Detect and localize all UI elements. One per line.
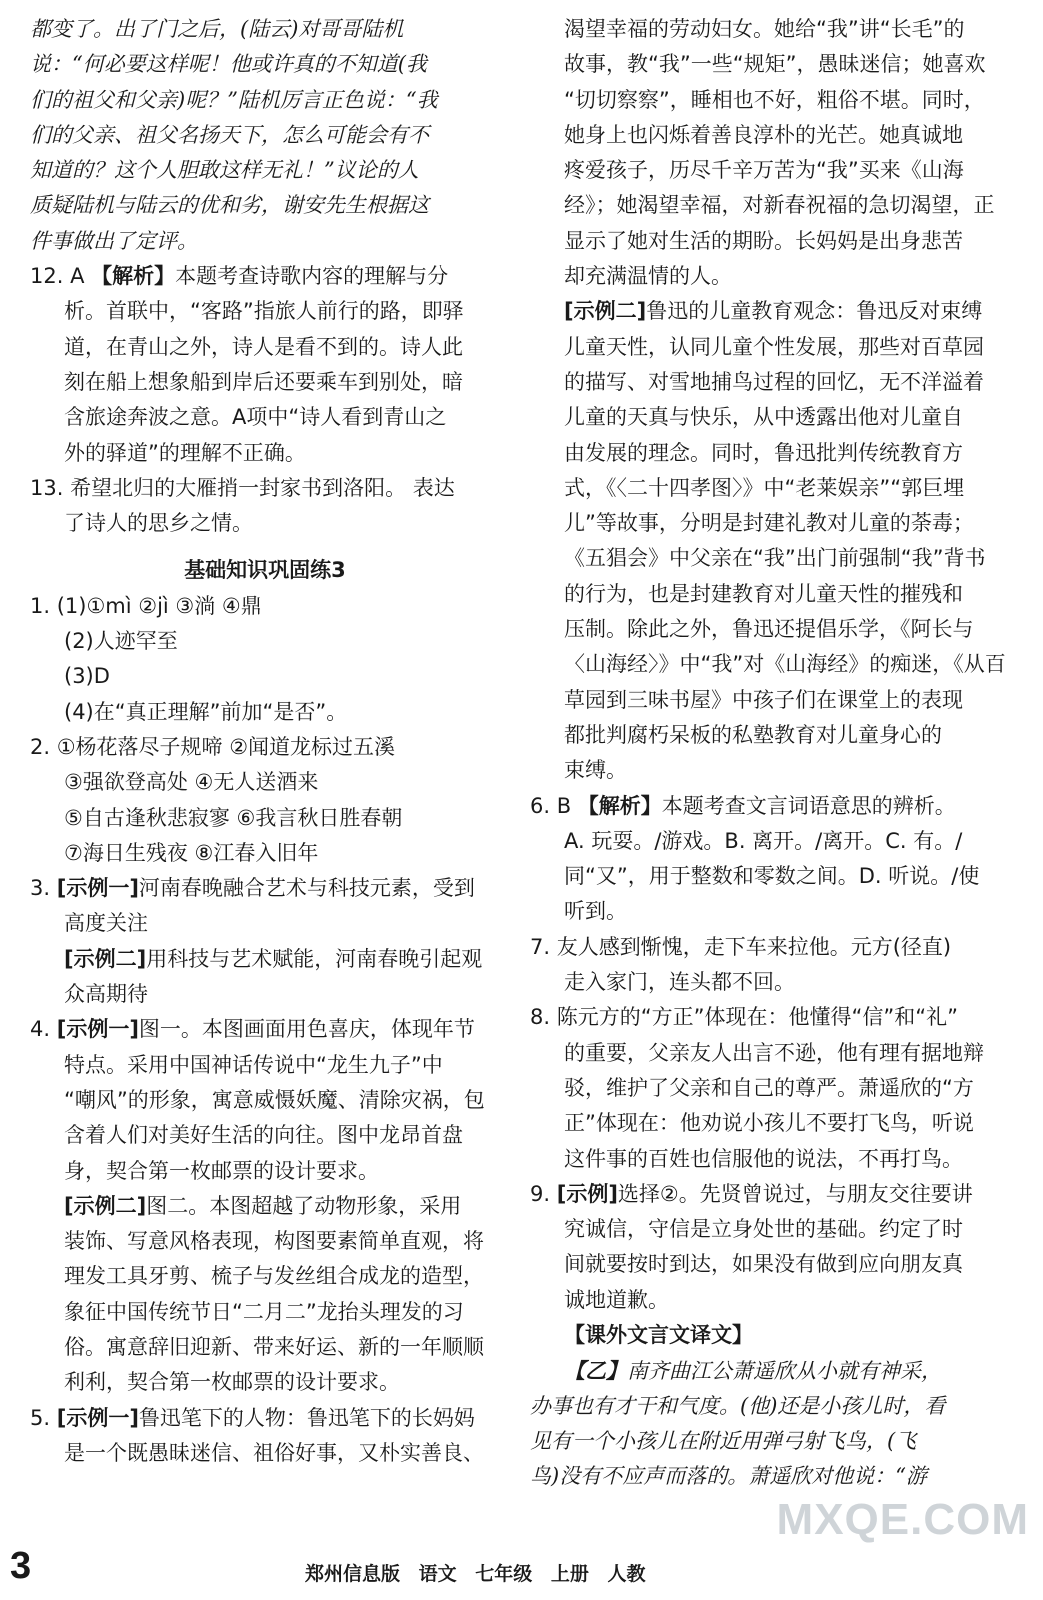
text-line: 装饰、写意风格表现，构图要素简单直观，将: [64, 1229, 484, 1254]
text-line: 都批判腐朽呆板的私塾教育对儿童身心的: [564, 722, 942, 747]
text-line: 是一个既愚昧迷信、祖俗好事，又朴实善良、: [64, 1440, 484, 1465]
text-line: 显示了她对生活的期盼。长妈妈是出身悲苦: [564, 228, 963, 253]
text-line: 说：“何必要这样呢！他或许真的不知道(我: [30, 52, 427, 77]
text-line: 办事也有才干和气度。(他)还是小孩儿时，看: [530, 1393, 946, 1418]
text-line: 含旅途奔波之意。A项中“诗人看到青山之: [64, 405, 447, 430]
section-heading: 基础知识巩固练3: [184, 558, 346, 583]
text-line: 鸟)没有不应声而落的。萧遥欣对他说：“游: [530, 1464, 927, 1489]
answer-item-line: 5. [示例一]鲁迅笔下的人物：鲁迅笔下的长妈妈: [30, 1405, 475, 1430]
answer-item-line: 2. ①杨花落尽子规啼 ②闻道龙标过五溪: [30, 734, 396, 759]
answer-item-line: 13. 希望北归的大雁捎一封家书到洛阳。 表达: [30, 475, 455, 500]
text-line: ⑦海日生残夜 ⑧江春入旧年: [64, 840, 319, 865]
answer-item-line: 6. B 【解析】本题考查文言词语意思的辨析。: [530, 793, 956, 818]
text-line: 《五猖会》中父亲在“我”出门前强制“我”背书: [564, 546, 986, 571]
text-line: 由发展的理念。同时，鲁迅批判传统教育方: [564, 440, 963, 465]
text-line: 们的祖父和父亲)呢？”陆机厉言正色说：“我: [30, 87, 438, 112]
text-line: 【课外文言文译文】: [564, 1322, 753, 1347]
text-line: 含着人们对美好生活的向往。图中龙昂首盘: [64, 1123, 463, 1148]
text-line: 刻在船上想象船到岸后还要乘车到别处，暗: [64, 369, 463, 394]
text-line: 渴望幸福的劳动妇女。她给“我”讲“长毛”的: [564, 17, 965, 41]
text-line: 理发工具牙剪、梳子与发丝组合成龙的造型，: [64, 1264, 484, 1289]
text-line: 高度关注: [64, 911, 148, 936]
text-line: “嘲风”的形象，寓意威慑妖魔、清除灾祸，包: [64, 1087, 485, 1112]
text-line: 诚地道歉。: [564, 1287, 669, 1312]
text-line: 故事，教“我”一些“规矩”，愚昧迷信；她喜欢: [564, 52, 986, 77]
text-line: 道，在青山之外，诗人是看不到的。诗人此: [64, 334, 463, 359]
text-line: 究诚信，守信是立身处世的基础。约定了时: [564, 1217, 963, 1242]
text-line: 析。首联中，“客路”指旅人前行的路，即驿: [64, 299, 464, 324]
text-line: 压制。除此之外，鲁迅还提倡乐学，《阿长与: [564, 617, 974, 642]
answer-item-line: 12. A 【解析】本题考查诗歌内容的理解与分: [30, 264, 449, 289]
answer-item-line: 9. [示例]选择②。先贤曾说过，与朋友交往要讲: [530, 1181, 973, 1206]
text-line: 儿童天性，认同儿童个性发展，那些对百草园: [564, 334, 984, 359]
text-line: 的描写、对雪地捕鸟过程的回忆，无不洋溢着: [564, 369, 984, 394]
text-line: 知道的？这个人胆敢这样无礼！”议论的人: [30, 158, 419, 183]
text-line: ⑤自古逢秋悲寂寥 ⑥我言秋日胜春朝: [64, 805, 403, 830]
text-line: 们的父亲、祖父名扬天下，怎么可能会有不: [30, 122, 429, 147]
page-number: 3: [10, 1545, 32, 1587]
answer-item-line: 1. (1)①mì ②jì ③淌 ④鼎: [30, 593, 262, 618]
text-line: 见有一个小孩儿在附近用弹弓射飞鸟，(飞: [530, 1428, 917, 1453]
footer-info: 郑州信息版 语文 七年级 上册 人教: [305, 1563, 646, 1585]
text-line: 儿”等故事，分明是封建礼教对儿童的荼毒；: [564, 511, 974, 536]
text-line: 质疑陆机与陆云的优和劣，谢安先生根据这: [30, 193, 429, 218]
left-column: [30, 12, 500, 1471]
right-column: [530, 12, 1015, 1494]
answer-item-line: 7. 友人感到惭愧，走下车来拉他。元方(径直): [530, 934, 952, 959]
answer-item-line: 3. [示例一]河南春晚融合艺术与科技元素，受到: [30, 876, 475, 901]
text-line: 却充满温情的人。: [564, 264, 732, 289]
text-line: 了诗人的思乡之情。: [64, 511, 253, 536]
text-line: 儿童的天真与快乐，从中透露出他对儿童自: [564, 405, 963, 430]
text-line: 身，契合第一枚邮票的设计要求。: [64, 1158, 379, 1183]
page-footer: [0, 1545, 1043, 1600]
answer-item-line: 8. 陈元方的“方正”体现在：他懂得“信”和“礼”: [530, 1005, 958, 1030]
text-line: [示例二]图二。本图超越了动物形象，采用: [64, 1193, 462, 1218]
text-line: 草园到三味书屋》中孩子们在课堂上的表现: [564, 687, 963, 712]
text-line: “切切察察”，睡相也不好，粗俗不堪。同时，: [564, 87, 985, 112]
text-line: 象征中国传统节日“二月二”龙抬头理发的习: [64, 1299, 464, 1324]
text-line: 俗。寓意辞旧迎新、带来好运、新的一年顺顺: [64, 1334, 484, 1359]
answer-item-line: 4. [示例一]图一。本图画面用色喜庆，体现年节: [30, 1017, 475, 1042]
text-line: 束缚。: [564, 758, 627, 783]
text-line: 件事做出了定评。: [30, 228, 198, 253]
text-line: 正”体现在：他劝说小孩儿不要打飞鸟，听说: [564, 1111, 974, 1136]
text-line: [示例二]用科技与艺术赋能，河南春晚引起观: [64, 946, 483, 971]
text-line: [示例二]鲁迅的儿童教育观念：鲁迅反对束缚: [564, 299, 983, 324]
text-line: (3)D: [64, 664, 110, 689]
text-line: 的行为，也是封建教育对儿童天性的摧残和: [564, 581, 963, 606]
text-line: ③强欲登高处 ④无人送酒来: [64, 770, 319, 795]
text-line: 听到。: [564, 899, 627, 924]
text-line: 众高期待: [64, 982, 148, 1007]
text-line: 都变了。出了门之后，(陆云)对哥哥陆机: [30, 17, 404, 41]
text-line: 的重要，父亲友人出言不逊，他有理有据地辩: [564, 1040, 984, 1065]
text-line: 间就要按时到达，如果没有做到应向朋友真: [564, 1252, 963, 1277]
text-line: (4)在“真正理解”前加“是否”。: [64, 699, 348, 724]
text-line: 特点。采用中国神话传说中“龙生九子”中: [64, 1052, 443, 1077]
watermark-logo: MXQE.COM: [776, 1495, 1029, 1544]
text-line: 利利，契合第一枚邮票的设计要求。: [64, 1370, 400, 1395]
text-line: 〈山海经〉》中“我”对《山海经》的痴迷，《从百: [564, 652, 1006, 677]
text-line: 这件事的百姓也信服他的说法，不再打鸟。: [564, 1146, 963, 1171]
text-line: 【乙】南齐曲江公萧遥欣从小就有神采，: [564, 1358, 942, 1384]
text-line: 疼爱孩子，历尽千辛万苦为“我”买来《山海: [564, 158, 964, 183]
text-line: 走入家门，连头都不回。: [564, 970, 795, 995]
text-line: 经》；她渴望幸福，对新春祝福的急切渴望，正: [564, 193, 995, 218]
text-line: 驳，维护了父亲和自己的尊严。萧遥欣的“方: [564, 1075, 974, 1100]
text-line: 式，《〈二十四孝图〉》中“老莱娱亲”“郭巨埋: [564, 475, 965, 500]
text-line: (2)人迹罕至: [64, 629, 178, 654]
text-line: 同“又”，用于整数和零数之间。D. 听说。/使: [564, 864, 980, 889]
text-line: 外的驿道”的理解不正确。: [64, 440, 306, 465]
text-line: 她身上也闪烁着善良淳朴的光芒。她真诚地: [564, 122, 963, 147]
text-line: A. 玩耍。/游戏。B. 离开。/离开。C. 有。/: [564, 828, 963, 853]
